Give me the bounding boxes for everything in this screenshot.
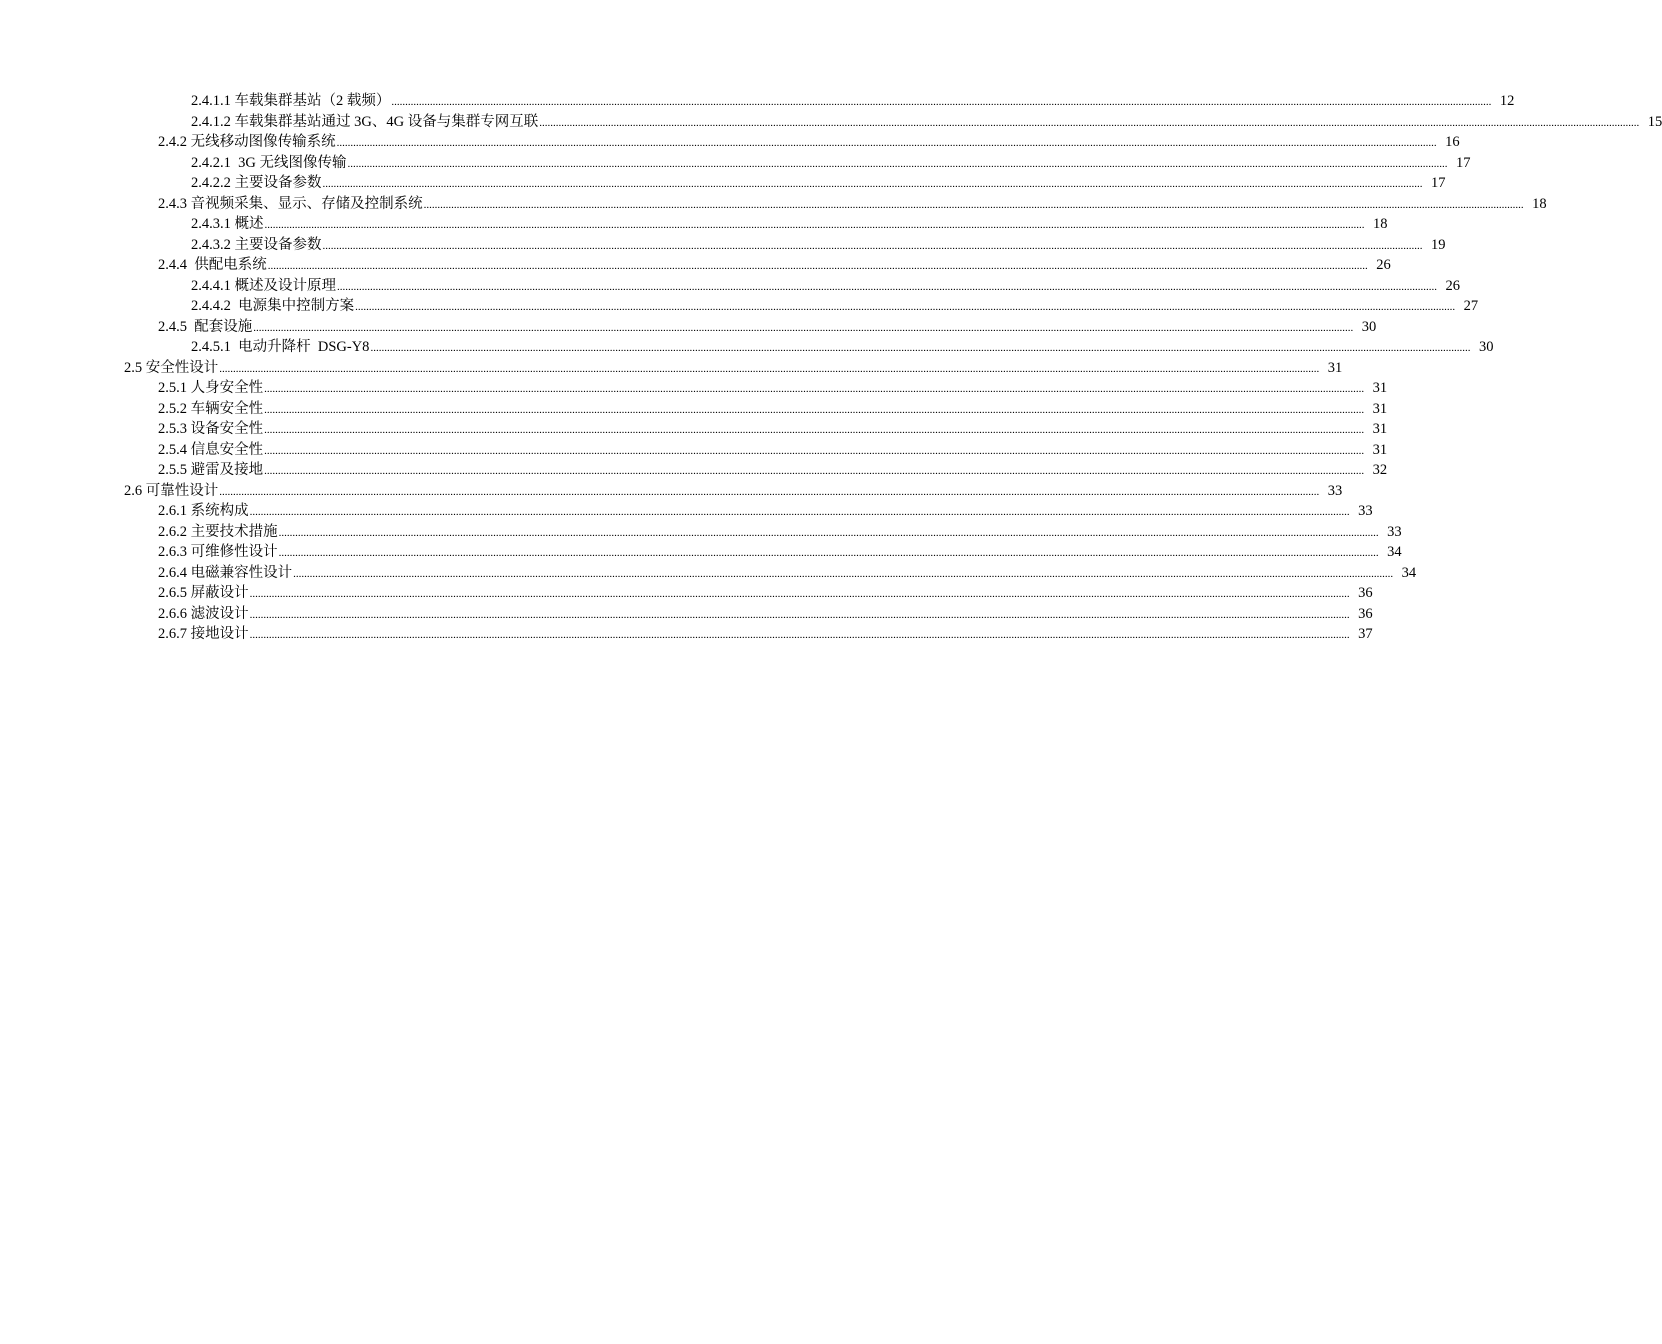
toc-entry-title: 2.5.2 车辆安全性 [158,400,264,417]
toc-entry[interactable] [0,583,1373,604]
toc-dot-leader: ................................................................................................................................................................................................................................................................................................................................................................................................................ [337,280,1437,293]
toc-dot-leader: ................................................................................................................................................................................................................................................................................................................................................................................................................ [336,137,1437,149]
toc-dot-leader: ................................................................................................................................................................................................................................................................................................................................................................................................................ [391,96,1492,108]
toc-entry-page-number: 27 [1463,298,1479,314]
toc-dot-leader: ................................................................................................................................................................................................................................................................................................................................................................................................................ [264,424,1365,436]
toc-entry-page-number: 36 [1358,585,1373,601]
toc-entry[interactable] [0,132,1460,153]
toc-dot-leader: ................................................................................................................................................................................................................................................................................................................................................................................................................ [322,239,1423,252]
toc-entry-page-number: 30 [1361,318,1377,335]
toc-entry-page-number: 26 [1445,277,1460,294]
toc-dot-leader: ................................................................................................................................................................................................................................................................................................................................................................................................................ [264,403,1365,416]
toc-entry-page-number: 34 [1387,544,1402,560]
toc-entry-title: 2.4.4.2 电源集中控制方案 [191,298,355,314]
toc-entry-page-number: 34 [1401,564,1417,581]
toc-entry-page-number: 31 [1372,421,1388,437]
toc-entry-page-number: 26 [1376,257,1391,273]
toc-entry-title: 2.5.1 人身安全性 [158,380,264,396]
toc-dot-leader: ................................................................................................................................................................................................................................................................................................................................................................................................................ [278,547,1379,559]
toc-entry-title: 2.4.2.1 3G 无线图像传输 [191,154,347,171]
toc-entry[interactable] [0,563,1417,584]
toc-entry-title: 2.4.2.2 主要设备参数 [191,175,322,191]
toc-entry-page-number: 33 [1327,482,1343,499]
toc-entry-title: 2.4.1.1 车载集群基站（2 载频） [191,93,391,109]
toc-entry[interactable] [0,481,1343,502]
toc-dot-leader: ................................................................................................................................................................................................................................................................................................................................................................................................................ [347,157,1448,170]
toc-entry[interactable] [0,604,1373,625]
toc-entry-title: 2.4.4 供配电系统 [158,257,267,273]
toc-entry[interactable] [0,399,1388,420]
toc-dot-leader: ................................................................................................................................................................................................................................................................................................................................................................................................................ [322,178,1423,190]
toc-entry-title: 2.6.2 主要技术措施 [158,523,278,540]
toc-entry-title: 2.4.4.1 概述及设计原理 [191,277,336,294]
toc-dot-leader: ................................................................................................................................................................................................................................................................................................................................................................................................................ [219,362,1320,375]
toc-dot-leader: ................................................................................................................................................................................................................................................................................................................................................................................................................ [264,383,1365,395]
toc-entry[interactable] [0,214,1388,235]
toc-entry[interactable] [0,440,1388,461]
toc-entry-title: 2.4.3.1 概述 [191,216,264,232]
toc-entry-title: 2.6 可靠性设计 [124,482,219,499]
toc-entry-title: 2.5.3 设备安全性 [158,421,264,437]
toc-entry[interactable] [0,337,1494,358]
toc-entry-title: 2.5.5 避雷及接地 [158,462,264,478]
toc-entry-title: 2.4.2 无线移动图像传输系统 [158,134,336,150]
table-of-contents [0,91,1662,645]
toc-entry-title: 2.6.7 接地设计 [158,626,249,642]
toc-dot-leader: ................................................................................................................................................................................................................................................................................................................................................................................................................ [219,485,1320,498]
toc-entry-page-number: 31 [1327,359,1343,376]
toc-dot-leader: ................................................................................................................................................................................................................................................................................................................................................................................................................ [264,465,1365,477]
toc-entry-title: 2.6.3 可维修性设计 [158,544,278,560]
toc-entry[interactable] [0,112,1662,133]
toc-entry[interactable] [0,378,1388,399]
toc-entry-title: 2.5 安全性设计 [124,359,219,376]
toc-entry-page-number: 15 [1647,113,1662,130]
toc-entry[interactable] [0,419,1388,440]
toc-entry-page-number: 12 [1499,93,1515,109]
toc-entry-page-number: 30 [1478,339,1494,355]
toc-dot-leader: ................................................................................................................................................................................................................................................................................................................................................................................................................ [249,608,1350,621]
toc-entry-page-number: 18 [1532,195,1547,212]
toc-entry-title: 2.4.3 音视频采集、显示、存储及控制系统 [158,195,423,212]
toc-dot-leader: ................................................................................................................................................................................................................................................................................................................................................................................................................ [267,260,1368,272]
toc-entry[interactable] [0,317,1377,338]
toc-entry[interactable] [0,542,1402,563]
toc-entry[interactable] [0,235,1446,256]
toc-entry[interactable] [0,296,1479,317]
toc-entry[interactable] [0,522,1402,543]
toc-dot-leader: ................................................................................................................................................................................................................................................................................................................................................................................................................ [355,301,1456,313]
toc-entry-page-number: 31 [1372,441,1388,458]
toc-dot-leader: ................................................................................................................................................................................................................................................................................................................................................................................................................ [293,567,1394,580]
toc-entry[interactable] [0,501,1373,522]
toc-entry[interactable] [0,91,1515,112]
toc-dot-leader: ................................................................................................................................................................................................................................................................................................................................................................................................................ [423,198,1524,211]
toc-entry-title: 2.4.5.1 电动升降杆 DSG-Y8 [191,339,370,355]
toc-entry-title: 2.4.1.2 车载集群基站通过 3G、4G 设备与集群专网互联 [191,113,539,130]
toc-entry[interactable] [0,358,1343,379]
toc-entry[interactable] [0,173,1446,194]
toc-entry-page-number: 37 [1358,626,1373,642]
toc-dot-leader: ................................................................................................................................................................................................................................................................................................................................................................................................................ [264,219,1365,231]
toc-entry-title: 2.6.4 电磁兼容性设计 [158,564,293,581]
toc-dot-leader: ................................................................................................................................................................................................................................................................................................................................................................................................................ [539,116,1640,129]
toc-entry-page-number: 36 [1358,605,1373,622]
toc-entry-page-number: 33 [1358,503,1373,519]
toc-entry-title: 2.5.4 信息安全性 [158,441,264,458]
toc-dot-leader: ................................................................................................................................................................................................................................................................................................................................................................................................................ [264,444,1365,457]
toc-dot-leader: ................................................................................................................................................................................................................................................................................................................................................................................................................ [249,629,1350,641]
toc-entry[interactable] [0,624,1373,645]
toc-entry-page-number: 17 [1431,175,1446,191]
toc-entry-title: 2.4.5 配套设施 [158,318,253,335]
toc-entry-page-number: 17 [1455,154,1471,171]
toc-dot-leader: ................................................................................................................................................................................................................................................................................................................................................................................................................ [249,588,1350,600]
toc-dot-leader: ................................................................................................................................................................................................................................................................................................................................................................................................................ [249,506,1350,518]
toc-entry[interactable] [0,153,1471,174]
toc-entry-page-number: 33 [1387,523,1402,540]
toc-entry-page-number: 18 [1373,216,1388,232]
toc-entry-title: 2.6.6 滤波设计 [158,605,249,622]
toc-dot-leader: ................................................................................................................................................................................................................................................................................................................................................................................................................ [253,321,1354,334]
toc-entry-page-number: 31 [1372,400,1388,417]
toc-entry-title: 2.4.3.2 主要设备参数 [191,236,322,253]
toc-entry[interactable] [0,460,1388,481]
toc-entry[interactable] [0,194,1547,215]
toc-dot-leader: ................................................................................................................................................................................................................................................................................................................................................................................................................ [370,342,1471,354]
toc-entry-page-number: 31 [1372,380,1388,396]
toc-entry-title: 2.6.1 系统构成 [158,503,249,519]
toc-entry-page-number: 19 [1431,236,1446,253]
toc-entry-title: 2.6.5 屏蔽设计 [158,585,249,601]
toc-dot-leader: ................................................................................................................................................................................................................................................................................................................................................................................................................ [278,526,1379,539]
toc-entry-page-number: 16 [1445,134,1460,150]
toc-entry[interactable] [0,255,1391,276]
toc-entry[interactable] [0,276,1460,297]
toc-entry-page-number: 32 [1372,462,1388,478]
